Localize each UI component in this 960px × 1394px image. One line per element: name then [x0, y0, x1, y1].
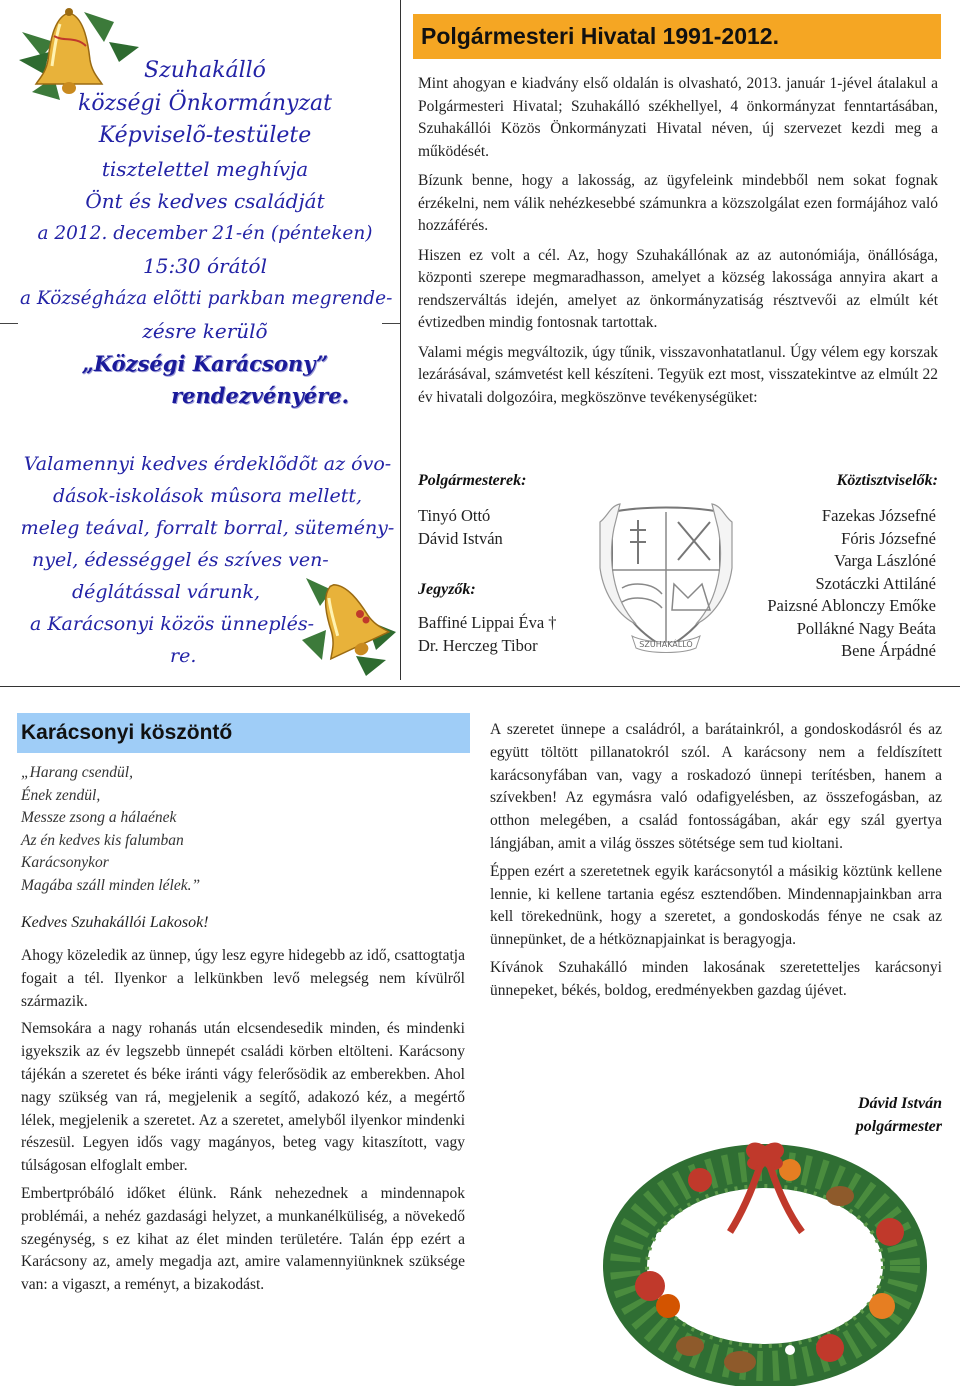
invitation-line: dások-iskolások mûsora mellett, [52, 485, 363, 507]
poem-line: Karácsonykor [21, 854, 109, 871]
invitation-line: Szuhakálló [144, 58, 266, 83]
crest-label: SZUHAKÁLLÓ [639, 640, 693, 649]
invitation-line: tisztelettel meghívja [101, 156, 309, 181]
invitation-line: a Községháza elõtti parkban megrende- [20, 287, 393, 309]
list-item: Fóris Józsefné [841, 528, 936, 548]
paragraph: Bízunk benne, hogy a lakosság, az ügyfeleink mindebből nem sokat fognak érzékelni, nem válik nehézkesebbé számunkra a közszolgálat ezen formájához való hozzáférés. [418, 172, 938, 234]
greeting-title: Karácsonyi köszöntő [17, 713, 470, 753]
list-item: Pollákné Nagy Beáta [796, 618, 936, 638]
list-item: Baffiné Lippai Éva † [418, 613, 557, 632]
paragraph: Kívánok Szuhakálló minden lakosának szeretetteljes karácsonyi ünnepeket, békés, boldog, eredményekben gazdag újévet. [490, 958, 942, 999]
mayors-heading: Polgármesterek: [418, 472, 527, 489]
invitation-line: Önt és kedves családját [85, 189, 325, 213]
column-divider [400, 0, 401, 680]
signature-name: Dávid István [858, 1095, 942, 1112]
paragraph: Mint ahogyan e kiadvány első oldalán is olvasható, 2013. január 1-jével átalakul a Polgármesteri Hivatal; Szuhakálló székhellyel, 4 önkormányzat fenntartásában, Szuhakállói Közös Önkormányzati Hivatal néven, új szervezet kezdi meg a működését. [418, 75, 938, 160]
notaries-heading: Jegyzők: [418, 581, 476, 598]
list-item: Paizsné Ablonczy Emőke [767, 596, 936, 615]
signature-title: polgármester [855, 1118, 942, 1135]
poem-line: Ének zendül, [21, 786, 101, 804]
invitation-line: meleg teával, forralt borral, sütemény- [20, 517, 395, 539]
notaries-list [418, 612, 557, 657]
list-item: Dávid István [418, 528, 503, 548]
mayors-list [418, 505, 503, 550]
greeting-body-right [490, 719, 942, 1008]
invitation-line: nyel, édességgel és szíves ven- [32, 549, 329, 571]
poem-line: „Harang csendül, [21, 764, 133, 781]
margin-tick [382, 323, 400, 324]
list-item: Bene Árpádné [841, 641, 936, 660]
servants-heading: Köztisztviselők: [836, 472, 938, 489]
event-name: „Községi Karácsony” [81, 350, 329, 376]
list-item: Dr. Herczeg Tibor [418, 635, 538, 655]
poem-line: Messze zsong a hálaének [21, 809, 177, 826]
list-item: Fazekas Józsefné [821, 506, 936, 525]
invitation-line: déglátással várunk, [72, 581, 261, 603]
christmas-bell-icon [296, 560, 400, 680]
paragraph: A szeretet ünnepe a családról, a barátainkról, a gondoskodásról és az együtt töltött pillanatokról szól. A karácsony nem a feldíszített karácsonyfában van, vagy a roskadozó ünnepi terítésben, hanem a szívekben! Az egymásra való odafigyelésben, az összefogásban, az otthon melegében, a család fontosságában, akár egy szál gyertya lángjában, amit a világ összes sötétsége sem tud kioltani. [490, 721, 942, 852]
paragraph: Ahogy közeledik az ünnep, úgy lesz egyre hidegebb az idő, csattogtatja fogait a tél. Ilyenkor a lelkünkben levő melegség nem kívülről származik. [21, 947, 465, 1010]
hivatal-article [418, 73, 938, 416]
paragraph: Hiszen ez volt a cél. Az, hogy Szuhakállónak az az autonómiája, önállósága, központi szerepe megmaradhasson, amelyet a község lakossága annyira akart a rendszerváltás idején, amelyet az önkormányzatiság résztvevői az elmúlt két évtizedben mindig fontosnak tartottak. [418, 246, 938, 331]
hivatal-title: Polgármesteri Hivatal 1991-2012. [413, 14, 941, 59]
invitation-line: re. [170, 645, 197, 667]
invitation-line: Valamennyi kedves érdeklõdõt az óvo- [23, 453, 392, 475]
list-item: Varga Lászlóné [834, 551, 936, 570]
servants-list [700, 505, 936, 663]
invitation-line: községi Önkormányzat [77, 90, 332, 116]
paragraph: Éppen ezért a szeretetnek egyik karácsonytól a másikig köztünk kellene lennie, ki kellene tartania egész esztendőben. Mindennapjainkban arra kell törekednünk, hogy a szeretet, a gondoskodás fénye ne csak az ünnepünket, de a hétköznapjainkat is beragyogja. [490, 862, 942, 949]
poem [21, 762, 471, 897]
invitation-line: zésre kerülõ [142, 319, 268, 343]
invitation-line: a 2012. december 21-én (pénteken) [37, 222, 373, 244]
invitation-line: a Karácsonyi közös ünneplés- [30, 613, 315, 635]
paragraph: Embertpróbáló időket élünk. Ránk nehezednek a mindennapok problémái, a nehéz gazdasági helyzet, a munkanélküliség, a növekedő szegénység, s ez kihat az élet minden területére. Talán épp ezért a Karácsony az, amely megadja azt, amire valamennyiünknek szüksége van: a vigaszt, a reményt, a bizakodást. [21, 1184, 465, 1294]
christmas-wreath-icon [590, 1136, 940, 1386]
event-suffix: rendezvényére. [171, 383, 349, 408]
invitation-block [20, 55, 393, 413]
greeting-body-left [21, 945, 465, 1302]
salutation: Kedves Szuhakállói Lakosok! [21, 914, 209, 931]
signature [780, 1092, 942, 1138]
poem-line: Magába száll minden lélek.” [21, 876, 201, 894]
poem-line: Az én kedves kis falumban [21, 831, 184, 849]
margin-tick [0, 323, 18, 324]
list-item: Szotáczki Attiláné [815, 573, 936, 593]
list-item: Tinyó Ottó [418, 506, 491, 525]
paragraph: Nemsokára a nagy rohanás után elcsendesedik minden, és mindenki igyekszik az év legszebb ünnepét családi körben eltölteni. Karácsony tájékán a szeretet és béke iránti vágy felerősödik az emberekben. Ahol nagy szükség van rá, megjelenik a segítő, adakozó kéz, a megértő lélek, megjelenik a szeretet. Az a szeretet, amelyből ilyenkor mindenki részesül. Legyen idős vagy magányos, beteg vagy kitaszított, vagy túlságosan elfoglalt ember. [21, 1020, 465, 1175]
section-divider [0, 686, 960, 687]
invitation-line: Képviselõ-testülete [98, 123, 312, 148]
paragraph: Valami mégis megváltozik, úgy tűnik, visszavonhatatlanul. Úgy vélem egy korszak lezárásával, számvetést kell készíteni. Tegyük ezt most, visszatekintve az elmúlt 22 év hivatali dolgozóira, megköszönve tevékenységüket: [418, 343, 938, 406]
invitation-line: 15:30 órától [143, 254, 267, 278]
